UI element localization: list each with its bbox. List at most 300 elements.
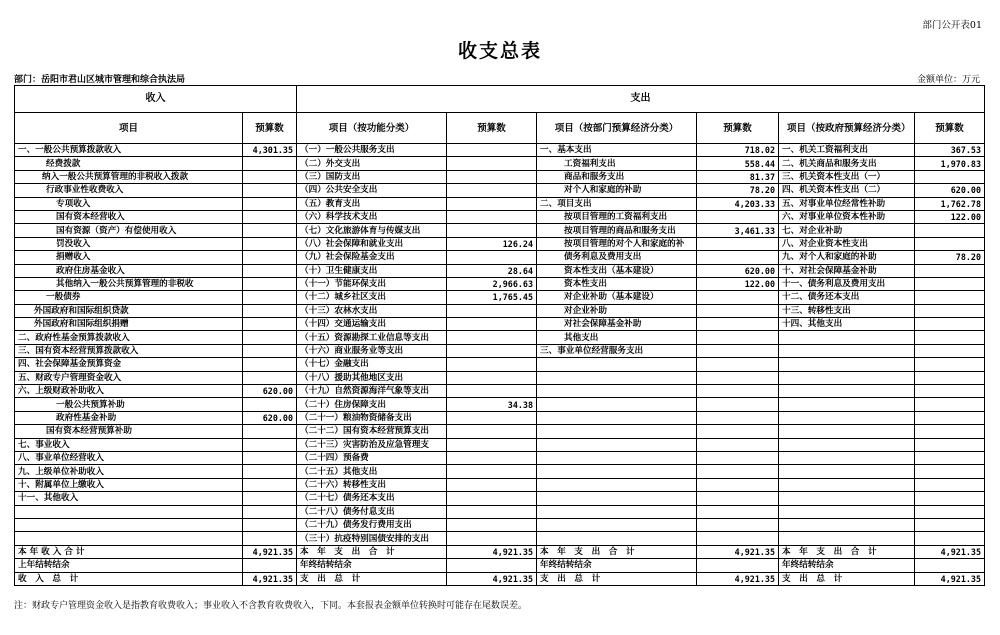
item-cell bbox=[779, 331, 915, 344]
item-cell: 国有资本经营预算补助 bbox=[15, 425, 243, 438]
amount-cell bbox=[915, 224, 985, 237]
item-cell bbox=[15, 505, 243, 518]
amount-cell bbox=[915, 465, 985, 478]
item-cell: 按项目管理的商品和服务支出 bbox=[537, 224, 697, 237]
amount-cell bbox=[243, 425, 297, 438]
item-cell: 外国政府和国际组织捐赠 bbox=[15, 318, 243, 331]
table-row bbox=[15, 237, 985, 250]
amount-cell bbox=[243, 331, 297, 344]
amount-cell bbox=[447, 465, 537, 478]
table-row bbox=[15, 559, 985, 572]
amount-cell: 122.00 bbox=[915, 210, 985, 223]
item-cell: 国有资本经营收入 bbox=[15, 210, 243, 223]
amount-cell bbox=[447, 210, 537, 223]
amount-cell bbox=[915, 451, 985, 464]
item-cell: 九、上级单位补助收入 bbox=[15, 465, 243, 478]
item-cell bbox=[537, 465, 697, 478]
amount-cell bbox=[915, 358, 985, 371]
amount-cell bbox=[697, 385, 779, 398]
item-cell: （九）社会保险基金支出 bbox=[297, 251, 447, 264]
income-header: 收入 bbox=[15, 86, 297, 113]
amount-cell bbox=[243, 184, 297, 197]
amount-cell bbox=[447, 559, 537, 572]
item-cell: 五、财政专户管理资金收入 bbox=[15, 371, 243, 384]
item-cell bbox=[779, 505, 915, 518]
table-row bbox=[15, 184, 985, 197]
amount-cell: 4,921.35 bbox=[243, 572, 297, 585]
amount-cell bbox=[447, 251, 537, 264]
item-cell: （十三）农林水支出 bbox=[297, 304, 447, 317]
col-header: 预算数 bbox=[697, 113, 779, 144]
amount-cell bbox=[915, 532, 985, 545]
table-code: 部门公开表01 bbox=[922, 20, 982, 31]
item-cell: 商品和服务支出 bbox=[537, 170, 697, 183]
item-cell: 专项收入 bbox=[15, 197, 243, 210]
item-cell: 十四、其他支出 bbox=[779, 318, 915, 331]
item-cell: 年终结转结余 bbox=[297, 559, 447, 572]
item-cell: （二十二）国有资本经营预算支出 bbox=[297, 425, 447, 438]
amount-cell: 4,921.35 bbox=[697, 572, 779, 585]
col-header: 项目（按部门预算经济分类） bbox=[537, 113, 697, 144]
amount-cell bbox=[243, 344, 297, 357]
item-cell: 上年结转结余 bbox=[15, 559, 243, 572]
table-row bbox=[15, 532, 985, 545]
amount-cell bbox=[447, 304, 537, 317]
item-cell: 按项目管理的对个人和家庭的补 bbox=[537, 237, 697, 250]
item-cell: （七）文化旅游体育与传媒支出 bbox=[297, 224, 447, 237]
amount-cell bbox=[697, 358, 779, 371]
item-cell: （十）卫生健康支出 bbox=[297, 264, 447, 277]
item-cell: 本 年 收 入 合 计 bbox=[15, 545, 243, 558]
item-cell: 一、机关工资福利支出 bbox=[779, 144, 915, 157]
amount-cell: 78.20 bbox=[915, 251, 985, 264]
table-row bbox=[15, 518, 985, 531]
table-row bbox=[15, 505, 985, 518]
budget-summary-table bbox=[14, 85, 985, 586]
amount-cell bbox=[915, 371, 985, 384]
item-cell bbox=[779, 532, 915, 545]
item-cell: （三）国防支出 bbox=[297, 170, 447, 183]
amount-cell bbox=[915, 237, 985, 250]
amount-cell bbox=[243, 358, 297, 371]
amount-cell: 2,966.63 bbox=[447, 277, 537, 290]
col-header: 项目（按功能分类） bbox=[297, 113, 447, 144]
amount-cell: 367.53 bbox=[915, 144, 985, 157]
col-header: 预算数 bbox=[243, 113, 297, 144]
amount-cell bbox=[697, 532, 779, 545]
item-cell: 六、对事业单位资本性补助 bbox=[779, 210, 915, 223]
amount-cell bbox=[447, 318, 537, 331]
amount-cell bbox=[243, 559, 297, 572]
amount-cell bbox=[243, 304, 297, 317]
item-cell: 三、国有资本经营预算拨款收入 bbox=[15, 344, 243, 357]
item-cell: 五、对事业单位经常性补助 bbox=[779, 197, 915, 210]
amount-cell bbox=[697, 318, 779, 331]
amount-cell bbox=[915, 398, 985, 411]
page-title: 收支总表 bbox=[457, 40, 542, 62]
amount-cell bbox=[447, 331, 537, 344]
item-cell: （五）教育支出 bbox=[297, 197, 447, 210]
amount-cell bbox=[447, 425, 537, 438]
item-cell bbox=[537, 385, 697, 398]
item-cell: 对社会保障基金补助 bbox=[537, 318, 697, 331]
item-cell: 三、事业单位经营服务支出 bbox=[537, 344, 697, 357]
item-cell: （三十）抗疫特别国债安排的支出 bbox=[297, 532, 447, 545]
amount-cell: 4,921.35 bbox=[915, 545, 985, 558]
amount-cell bbox=[915, 277, 985, 290]
item-cell bbox=[537, 478, 697, 491]
amount-cell bbox=[915, 438, 985, 451]
item-cell: （二十九）债务发行费用支出 bbox=[297, 518, 447, 531]
amount-cell bbox=[243, 451, 297, 464]
amount-cell bbox=[447, 492, 537, 505]
amount-cell bbox=[243, 318, 297, 331]
amount-cell bbox=[697, 518, 779, 531]
amount-cell: 4,203.33 bbox=[697, 197, 779, 210]
item-cell: 九、对个人和家庭的补助 bbox=[779, 251, 915, 264]
table-row bbox=[15, 465, 985, 478]
amount-cell bbox=[697, 425, 779, 438]
table-row bbox=[15, 144, 985, 157]
amount-cell bbox=[243, 251, 297, 264]
col-header: 预算数 bbox=[447, 113, 537, 144]
amount-cell: 1,970.83 bbox=[915, 157, 985, 170]
amount-cell: 1,762.78 bbox=[915, 197, 985, 210]
amount-cell bbox=[697, 371, 779, 384]
amount-cell bbox=[697, 304, 779, 317]
amount-cell bbox=[915, 492, 985, 505]
item-cell: 一般债券 bbox=[15, 291, 243, 304]
amount-cell bbox=[697, 291, 779, 304]
amount-cell: 558.44 bbox=[697, 157, 779, 170]
amount-cell bbox=[447, 411, 537, 424]
table-row bbox=[15, 210, 985, 223]
item-cell bbox=[779, 344, 915, 357]
amount-cell: 34.38 bbox=[447, 398, 537, 411]
item-cell: 收 入 总 计 bbox=[15, 572, 243, 585]
amount-cell bbox=[915, 344, 985, 357]
table-row bbox=[15, 492, 985, 505]
table-row bbox=[15, 545, 985, 558]
item-cell: 资本性支出 bbox=[537, 277, 697, 290]
item-cell bbox=[537, 398, 697, 411]
table-row bbox=[15, 318, 985, 331]
table-row bbox=[15, 304, 985, 317]
amount-cell bbox=[447, 505, 537, 518]
item-cell: 七、事业收入 bbox=[15, 438, 243, 451]
amount-cell bbox=[915, 505, 985, 518]
table-row bbox=[15, 197, 985, 210]
table-row bbox=[15, 478, 985, 491]
table-row bbox=[15, 371, 985, 384]
item-cell: 十、附属单位上缴收入 bbox=[15, 478, 243, 491]
amount-cell: 4,301.35 bbox=[243, 144, 297, 157]
amount-cell bbox=[697, 451, 779, 464]
amount-cell bbox=[447, 197, 537, 210]
item-cell: （二十八）债务付息支出 bbox=[297, 505, 447, 518]
item-cell bbox=[779, 411, 915, 424]
item-cell bbox=[15, 518, 243, 531]
item-cell bbox=[779, 451, 915, 464]
amount-cell bbox=[697, 492, 779, 505]
item-cell: （二十）住房保障支出 bbox=[297, 398, 447, 411]
table-row bbox=[15, 251, 985, 264]
amount-cell bbox=[447, 170, 537, 183]
item-cell: 罚没收入 bbox=[15, 237, 243, 250]
amount-cell bbox=[915, 411, 985, 424]
amount-cell bbox=[447, 478, 537, 491]
table-row bbox=[15, 438, 985, 451]
item-cell: 国有资源（资产）有偿使用收入 bbox=[15, 224, 243, 237]
item-cell: 支 出 总 计 bbox=[537, 572, 697, 585]
amount-cell: 718.02 bbox=[697, 144, 779, 157]
item-cell bbox=[537, 438, 697, 451]
item-cell: （二十七）债务还本支出 bbox=[297, 492, 447, 505]
item-cell: 本 年 支 出 合 计 bbox=[537, 545, 697, 558]
item-cell: 经费拨款 bbox=[15, 157, 243, 170]
table-row bbox=[15, 385, 985, 398]
amount-cell bbox=[915, 331, 985, 344]
item-cell: 行政事业性收费收入 bbox=[15, 184, 243, 197]
amount-cell bbox=[697, 505, 779, 518]
amount-cell bbox=[243, 518, 297, 531]
amount-cell bbox=[915, 385, 985, 398]
amount-cell bbox=[243, 492, 297, 505]
amount-cell: 620.00 bbox=[243, 411, 297, 424]
table-row bbox=[15, 157, 985, 170]
item-cell: （二十四）预备费 bbox=[297, 451, 447, 464]
item-cell: 年终结转结余 bbox=[779, 559, 915, 572]
item-cell: （十二）城乡社区支出 bbox=[297, 291, 447, 304]
item-cell: （十七）金融支出 bbox=[297, 358, 447, 371]
amount-cell bbox=[447, 358, 537, 371]
amount-cell: 620.00 bbox=[697, 264, 779, 277]
item-cell: 其他纳入一般公共预算管理的非税收 bbox=[15, 277, 243, 290]
item-cell: 一、基本支出 bbox=[537, 144, 697, 157]
amount-cell bbox=[447, 438, 537, 451]
amount-cell: 81.37 bbox=[697, 170, 779, 183]
table-row bbox=[15, 411, 985, 424]
col-header: 预算数 bbox=[915, 113, 985, 144]
item-cell: 债务利息及费用支出 bbox=[537, 251, 697, 264]
amount-cell bbox=[243, 532, 297, 545]
item-cell bbox=[537, 518, 697, 531]
amount-cell bbox=[915, 291, 985, 304]
table-row bbox=[15, 344, 985, 357]
item-cell: （十九）自然资源海洋气象等支出 bbox=[297, 385, 447, 398]
item-cell: 对企业补助 bbox=[537, 304, 697, 317]
amount-cell bbox=[447, 344, 537, 357]
item-cell: 一、一般公共预算拨款收入 bbox=[15, 144, 243, 157]
amount-cell bbox=[243, 264, 297, 277]
amount-cell bbox=[447, 144, 537, 157]
table-row bbox=[15, 572, 985, 585]
item-cell: 四、机关资本性支出（二） bbox=[779, 184, 915, 197]
amount-cell bbox=[697, 478, 779, 491]
amount-cell bbox=[697, 237, 779, 250]
amount-cell: 4,921.35 bbox=[243, 545, 297, 558]
amount-cell bbox=[697, 210, 779, 223]
item-cell bbox=[779, 385, 915, 398]
item-cell bbox=[537, 505, 697, 518]
item-cell: （十四）交通运输支出 bbox=[297, 318, 447, 331]
item-cell: 纳入一般公共预算管理的非税收入拨款 bbox=[15, 170, 243, 183]
amount-cell bbox=[243, 438, 297, 451]
amount-cell bbox=[243, 398, 297, 411]
item-cell: （四）公共安全支出 bbox=[297, 184, 447, 197]
amount-cell bbox=[915, 304, 985, 317]
amount-cell bbox=[915, 318, 985, 331]
amount-cell bbox=[915, 478, 985, 491]
item-cell: 对个人和家庭的补助 bbox=[537, 184, 697, 197]
item-cell: 四、社会保障基金预算资金 bbox=[15, 358, 243, 371]
amount-cell: 4,921.35 bbox=[697, 545, 779, 558]
amount-cell bbox=[697, 251, 779, 264]
item-cell: （八）社会保障和就业支出 bbox=[297, 237, 447, 250]
amount-cell bbox=[243, 224, 297, 237]
item-cell: 七、对企业补助 bbox=[779, 224, 915, 237]
item-cell bbox=[779, 465, 915, 478]
amount-cell: 620.00 bbox=[243, 385, 297, 398]
item-cell bbox=[779, 518, 915, 531]
item-cell: 十三、转移性支出 bbox=[779, 304, 915, 317]
table-row bbox=[15, 277, 985, 290]
item-cell: 资本性支出（基本建设） bbox=[537, 264, 697, 277]
table-row bbox=[15, 358, 985, 371]
amount-cell bbox=[915, 170, 985, 183]
amount-cell bbox=[915, 559, 985, 572]
amount-cell bbox=[243, 371, 297, 384]
item-cell: 按项目管理的工资福利支出 bbox=[537, 210, 697, 223]
item-cell: 八、对企业资本性支出 bbox=[779, 237, 915, 250]
item-cell: 六、上级财政补助收入 bbox=[15, 385, 243, 398]
amount-cell: 1,765.45 bbox=[447, 291, 537, 304]
item-cell: 政府性基金补助 bbox=[15, 411, 243, 424]
item-cell: （二十五）其他支出 bbox=[297, 465, 447, 478]
amount-cell bbox=[243, 197, 297, 210]
item-cell: 对企业补助（基本建设） bbox=[537, 291, 697, 304]
item-cell: 二、项目支出 bbox=[537, 197, 697, 210]
item-cell: 八、事业单位经营收入 bbox=[15, 451, 243, 464]
item-cell: 其他支出 bbox=[537, 331, 697, 344]
item-cell bbox=[537, 425, 697, 438]
item-cell: 外国政府和国际组织贷款 bbox=[15, 304, 243, 317]
table-row bbox=[15, 291, 985, 304]
amount-cell bbox=[243, 210, 297, 223]
amount-cell bbox=[697, 559, 779, 572]
table-row bbox=[15, 398, 985, 411]
amount-cell bbox=[243, 237, 297, 250]
item-cell: 十、对社会保障基金补助 bbox=[779, 264, 915, 277]
item-cell bbox=[15, 532, 243, 545]
col-header: 项目（按政府预算经济分类） bbox=[779, 113, 915, 144]
unit-label: 金额单位：万元 bbox=[916, 75, 980, 85]
item-cell bbox=[537, 492, 697, 505]
department-label: 部门：岳阳市君山区城市管理和综合执法局 bbox=[14, 75, 186, 85]
item-cell: （十六）商业服务业等支出 bbox=[297, 344, 447, 357]
amount-cell bbox=[447, 518, 537, 531]
item-cell: （二）外交支出 bbox=[297, 157, 447, 170]
item-cell: 三、机关资本性支出（一） bbox=[779, 170, 915, 183]
item-cell: 一般公共预算补助 bbox=[15, 398, 243, 411]
amount-cell: 620.00 bbox=[915, 184, 985, 197]
item-cell: 二、机关商品和服务支出 bbox=[779, 157, 915, 170]
item-cell: （二十一）粮油物资储备支出 bbox=[297, 411, 447, 424]
amount-cell bbox=[915, 264, 985, 277]
table-row bbox=[15, 331, 985, 344]
item-cell bbox=[779, 492, 915, 505]
item-cell bbox=[537, 358, 697, 371]
item-cell bbox=[537, 451, 697, 464]
amount-cell bbox=[243, 465, 297, 478]
amount-cell bbox=[447, 184, 537, 197]
item-cell: （十八）援助其他地区支出 bbox=[297, 371, 447, 384]
item-cell: 支 出 总 计 bbox=[779, 572, 915, 585]
amount-cell: 28.64 bbox=[447, 264, 537, 277]
table-row bbox=[15, 264, 985, 277]
col-header: 项目 bbox=[15, 113, 243, 144]
item-cell: 支 出 总 计 bbox=[297, 572, 447, 585]
amount-cell bbox=[447, 451, 537, 464]
amount-cell bbox=[243, 170, 297, 183]
expense-header: 支出 bbox=[297, 86, 985, 113]
item-cell: 十二、债务还本支出 bbox=[779, 291, 915, 304]
amount-cell bbox=[697, 398, 779, 411]
amount-cell bbox=[243, 505, 297, 518]
item-cell bbox=[779, 371, 915, 384]
amount-cell: 78.20 bbox=[697, 184, 779, 197]
amount-cell bbox=[243, 291, 297, 304]
amount-cell bbox=[697, 331, 779, 344]
amount-cell bbox=[447, 157, 537, 170]
item-cell: 二、政府性基金预算拨款收入 bbox=[15, 331, 243, 344]
item-cell bbox=[779, 398, 915, 411]
item-cell bbox=[537, 371, 697, 384]
table-row bbox=[15, 451, 985, 464]
item-cell bbox=[779, 478, 915, 491]
amount-cell bbox=[915, 425, 985, 438]
footnote: 注：财政专户管理资金收入是指教育收费收入；事业收入不含教育收费收入，下同。本套报表金额单位转换时可能存在尾数误差。 bbox=[14, 601, 528, 611]
item-cell: （一）一般公共服务支出 bbox=[297, 144, 447, 157]
amount-cell bbox=[243, 157, 297, 170]
item-cell: 本 年 支 出 合 计 bbox=[297, 545, 447, 558]
amount-cell bbox=[243, 478, 297, 491]
amount-cell: 122.00 bbox=[697, 277, 779, 290]
amount-cell: 4,921.35 bbox=[447, 572, 537, 585]
amount-cell: 4,921.35 bbox=[447, 545, 537, 558]
item-cell: 十一、其他收入 bbox=[15, 492, 243, 505]
item-cell: 工资福利支出 bbox=[537, 157, 697, 170]
item-cell: （十五）资源勘探工业信息等支出 bbox=[297, 331, 447, 344]
amount-cell bbox=[697, 465, 779, 478]
amount-cell bbox=[915, 518, 985, 531]
amount-cell: 3,461.33 bbox=[697, 224, 779, 237]
item-cell bbox=[779, 438, 915, 451]
item-cell: 政府住房基金收入 bbox=[15, 264, 243, 277]
amount-cell bbox=[447, 224, 537, 237]
item-cell: 本 年 支 出 合 计 bbox=[779, 545, 915, 558]
amount-cell bbox=[697, 344, 779, 357]
amount-cell bbox=[447, 371, 537, 384]
item-cell: （六）科学技术支出 bbox=[297, 210, 447, 223]
item-cell bbox=[779, 425, 915, 438]
amount-cell bbox=[243, 277, 297, 290]
item-cell bbox=[779, 358, 915, 371]
amount-cell bbox=[697, 411, 779, 424]
item-cell: 捐赠收入 bbox=[15, 251, 243, 264]
item-cell: （十一）节能环保支出 bbox=[297, 277, 447, 290]
item-cell bbox=[537, 411, 697, 424]
